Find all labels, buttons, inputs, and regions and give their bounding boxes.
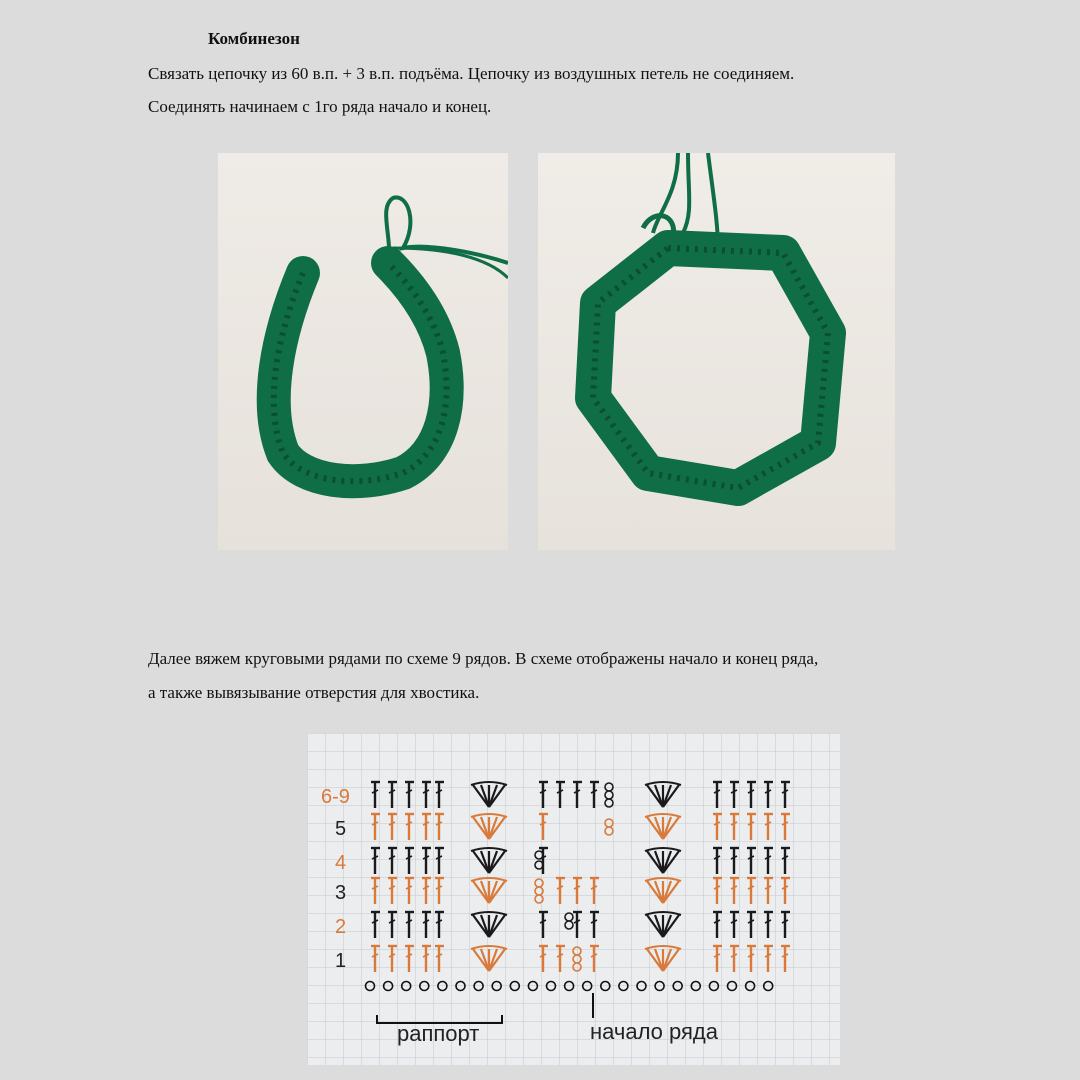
repeat-label: раппорт: [397, 1021, 480, 1046]
instruction-line-3: Далее вяжем круговыми рядами по схеме 9 рядов. В схеме отображены начало и конец ряда,: [148, 649, 819, 668]
instruction-line-2: Соединять начинаем с 1го ряда начало и конец.: [148, 97, 492, 116]
row-label: 4: [335, 852, 347, 874]
crochet-chart-svg: [307, 733, 840, 1065]
instruction-line-4: а также вывязывание отверстия для хвостика.: [148, 683, 480, 702]
row-start-label: начало ряда: [590, 1019, 719, 1044]
row-label: 1: [335, 950, 347, 972]
photo-chain-strip: [218, 153, 508, 550]
crochet-strip-image: [218, 153, 508, 550]
instruction-line-1: Связать цепочку из 60 в.п. + 3 в.п. подъёма. Цепочку из воздушных петель не соединяем.: [148, 64, 795, 83]
row-label: 3: [335, 882, 347, 904]
crochet-chart: [307, 733, 840, 1065]
crochet-ring-image: [538, 153, 895, 550]
page-title: Комбинезон: [208, 29, 300, 48]
row-label: 5: [335, 818, 347, 840]
photo-joined-ring: [538, 153, 895, 550]
row-label: 2: [335, 916, 347, 938]
row-label: 6-9: [321, 786, 350, 808]
